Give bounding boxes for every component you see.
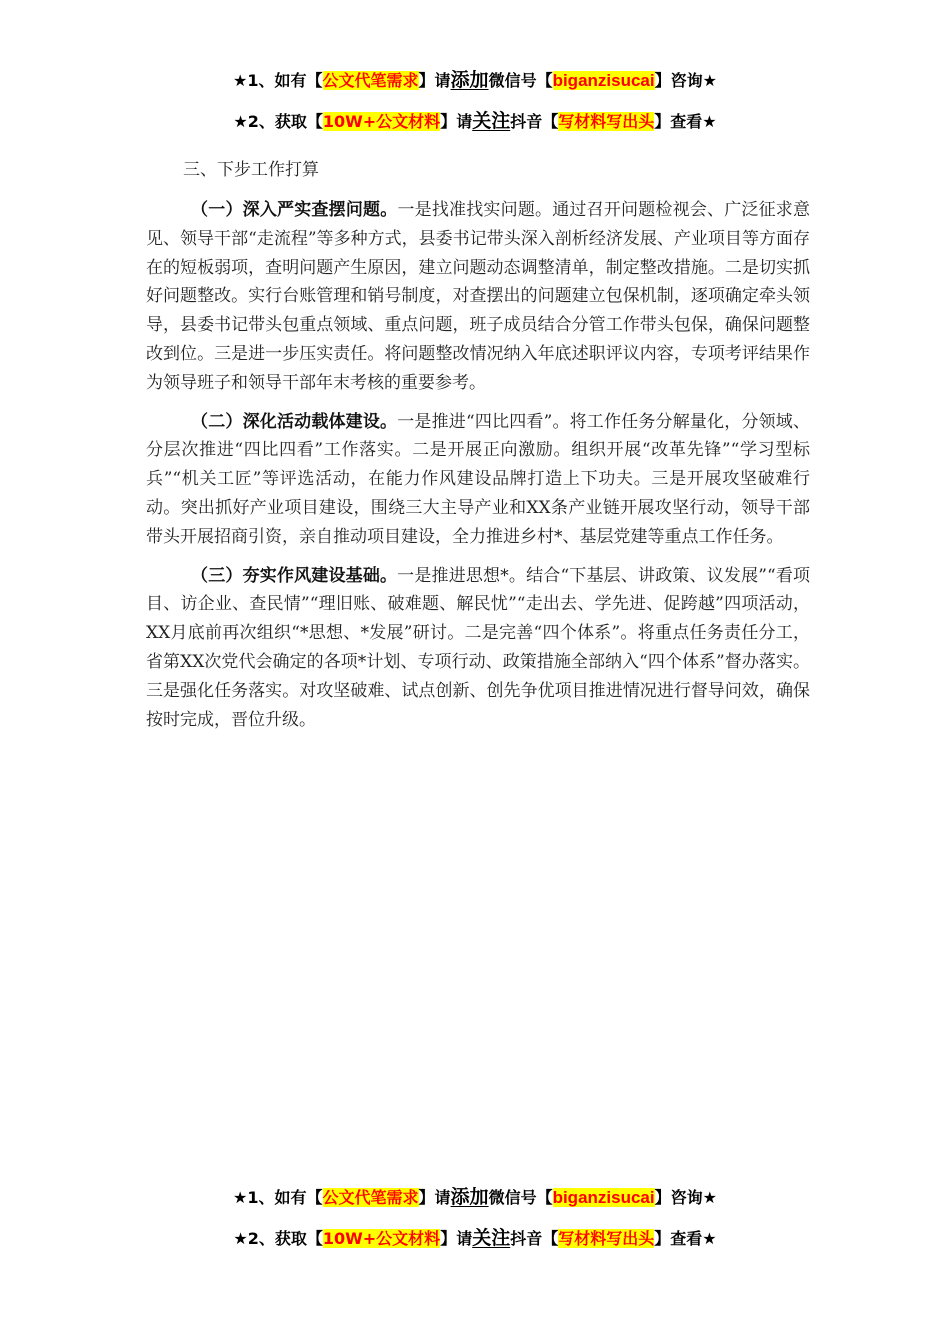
banner-mid: 抖音【 bbox=[510, 112, 559, 131]
banner-mid: 】请 bbox=[440, 1229, 473, 1248]
banner-mid: 微信号【 bbox=[488, 71, 553, 90]
douyin-account-highlight: 写材料写出头 bbox=[558, 1229, 655, 1248]
banner-emphasis: 关注 bbox=[472, 1227, 511, 1249]
wechat-id-highlight: biganzisucai bbox=[552, 1188, 655, 1207]
banner-mid: 】请 bbox=[418, 1188, 451, 1207]
bottom-banner-line-1 bbox=[0, 1185, 950, 1210]
paragraph-text: 一是推进思想*。结合“下基层、讲政策、议发展”“看项目、访企业、查民情”“理旧账、破难题、解民忧”“走出去、学先进、促跨越”四项活动，XX月底前再次组织“*思想、*发展”研讨。二是完善“四个体系”。将重点任务责任分工，省第XX次党代会确定的各项*计划、专项行动、政策措施全部纳入“四个体系”督办落实。三是强化任务落实。对攻坚破难、试点创新、创先争优项目推进情况进行督导问效，确保按时完成，晋位升级。 bbox=[146, 565, 810, 730]
banner-prefix: ★1、如有【 bbox=[233, 1188, 323, 1207]
paragraph-3 bbox=[146, 562, 810, 735]
banner-emphasis: 关注 bbox=[472, 110, 511, 132]
banner-emphasis: 添加 bbox=[450, 69, 489, 91]
paragraph-text: 一是找准找实问题。通过召开问题检视会、广泛征求意见、领导干部“走流程”等多种方式，县委书记带头深入剖析经济发展、产业项目等方面存在的短板弱项，查明问题产生原因，建立问题动态调整清单，制定整改措施。二是切实抓好问题整改。实行台账管理和销号制度，对查摆出的问题建立包保机制，逐项确定牵头领导，县委书记带头包重点领域、重点问题，班子成员结合分管工作带头包保，确保问题整改到位。三是进一步压实责任。将问题整改情况纳入年底述职评议内容，专项考评结果作为领导班子和领导干部年末考核的重要参考。 bbox=[146, 200, 811, 393]
paragraph-lead: （一）深入严实查摆问题。 bbox=[191, 200, 398, 220]
paragraph-lead: （三）夯实作风建设基础。 bbox=[191, 565, 398, 586]
banner-mid: 】请 bbox=[418, 71, 451, 90]
banner-prefix: ★1、如有【 bbox=[233, 71, 323, 90]
banner-prefix: ★2、获取【 bbox=[233, 1229, 323, 1248]
document-body bbox=[146, 196, 810, 734]
top-banner-line-2 bbox=[0, 109, 950, 134]
bottom-banner-line-2 bbox=[0, 1226, 950, 1251]
highlight-service: 公文代笔需求 bbox=[322, 1188, 419, 1207]
douyin-account-highlight: 写材料写出头 bbox=[558, 112, 655, 131]
paragraph-1 bbox=[146, 196, 810, 398]
highlight-materials: 10W+公文材料 bbox=[322, 1229, 441, 1248]
banner-suffix: 】查看★ bbox=[654, 1229, 717, 1248]
banner-mid: 微信号【 bbox=[488, 1188, 553, 1207]
banner-suffix: 】咨询★ bbox=[654, 71, 717, 90]
paragraph-text: 一是推进“四比四看”。将工作任务分解量化，分领域、分层次推进“四比四看”工作落实。二是开展正向激励。组织开展“改革先锋”“学习型标兵”“机关工匠”等评选活动，在能力作风建设品牌打造上下功夫。三是开展攻坚破难行动。突出抓好产业项目建设，围绕三大主导产业和XX条产业链开展攻坚行动，领导干部带头开展招商引资，亲自推动项目建设，全力推进乡村*、基层党建等重点工作任务。 bbox=[146, 411, 810, 547]
highlight-service: 公文代笔需求 bbox=[322, 71, 419, 90]
paragraph-lead: （二）深化活动载体建设。 bbox=[191, 411, 398, 432]
banner-suffix: 】咨询★ bbox=[654, 1188, 717, 1207]
highlight-materials: 10W+公文材料 bbox=[322, 112, 441, 131]
banner-emphasis: 添加 bbox=[450, 1186, 489, 1208]
banner-mid: 】请 bbox=[440, 112, 473, 131]
section-heading: 三、下步工作打算 bbox=[183, 160, 319, 180]
paragraph-2 bbox=[146, 408, 810, 552]
banner-prefix: ★2、获取【 bbox=[233, 112, 323, 131]
banner-mid: 抖音【 bbox=[510, 1229, 559, 1248]
wechat-id-highlight: biganzisucai bbox=[552, 71, 655, 90]
banner-suffix: 】查看★ bbox=[654, 112, 717, 131]
top-banner-line-1 bbox=[0, 68, 950, 93]
